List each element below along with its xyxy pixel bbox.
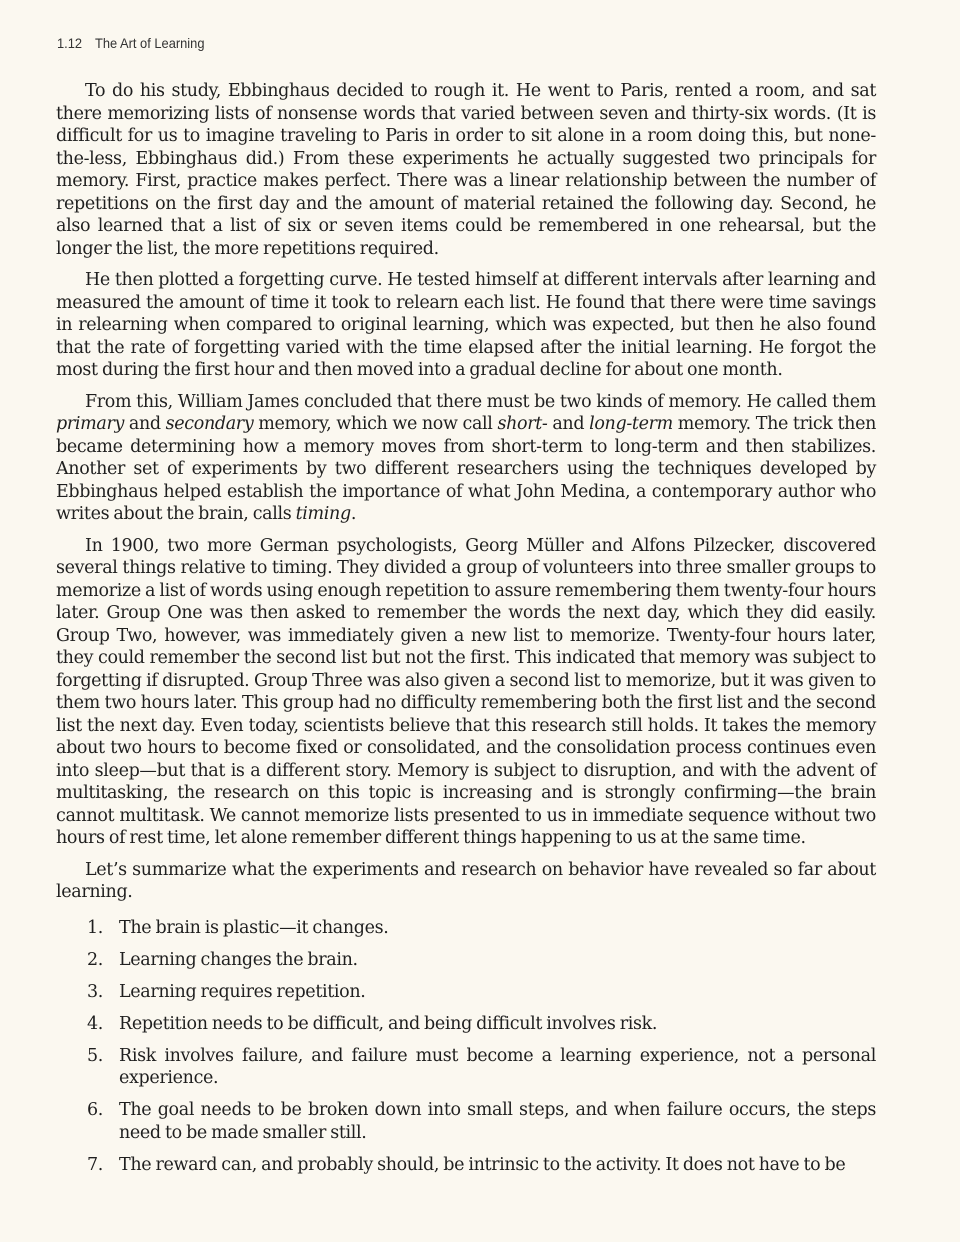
p3-text-e: memory, which we now call	[253, 414, 498, 434]
paragraph-4: In 1900, two more German psychologists, Georg Müller and Alfons Pilzecker, discovered several things relative to timing. They divided a group of volunteers into three smaller groups to memorize a list of words using enough repetition to assure remembering them twenty-four hours later. Group One was then asked to remember the words the next day, which they did easily. Group Two, however, was immediately given a new list to memorize. Twenty-four hours later, they could remember the second list but not the first. This indicated that memory was subject to forgetting if disrupted. Group Three was also given a second list to memorize, but it was given to them two hours later. This group had no difficulty remembering both the first list and the second list the next day. Even today, scientists believe that this research still holds. It takes the memory about two hours to become fixed or consolidated, and the consolidation process continues even into sleep—but that is a different story. Memory is subject to disruption, and with the advent of multitasking, the research on this topic is increasing and is strongly confirming—the brain cannot multitask. We cannot memorize lists presented to us in immediate sequence without two hours of rest time, let alone remember different things happening to us at the same time.	[56, 535, 876, 848]
list-item	[56, 917, 876, 940]
body-text	[56, 80, 876, 1186]
list-item-number: 4.	[87, 1013, 103, 1034]
term-primary: primary	[56, 414, 124, 434]
paragraph-3	[56, 391, 876, 526]
book-title: The Art of Learning	[94, 35, 205, 51]
list-item	[56, 981, 876, 1004]
page-number: 1.12	[57, 35, 83, 51]
p3-text-k: .	[350, 504, 357, 524]
list-item-text: Learning requires repetition.	[119, 981, 366, 1002]
p3-text-a: From this, William James concluded that there must be two kinds of memory. He called them	[85, 391, 876, 412]
list-item	[56, 949, 876, 972]
paragraph-5: Let’s summarize what the experiments and research on behavior have revealed so far about learning.	[56, 859, 876, 902]
term-secondary: secondary	[165, 414, 254, 434]
p3-text-i: memory. The trick then became determining how a memory moves from short-term to long-term and then stabilizes. Another set of experiments by two different researchers using the techniques developed by Ebbinghaus helped establish the importance of what John Medina, a contemporary author who writes about the brain, calls	[56, 414, 876, 524]
list-item	[56, 1154, 876, 1177]
list-item-number: 2.	[87, 949, 103, 970]
term-short: short-	[497, 414, 548, 434]
list-item-number: 5.	[87, 1045, 103, 1066]
list-item-number: 7.	[87, 1154, 103, 1175]
list-item	[56, 1045, 876, 1090]
list-item-text: Repetition needs to be difficult, and being difficult involves risk.	[119, 1013, 658, 1034]
running-head	[57, 35, 205, 51]
paragraph-1: To do his study, Ebbinghaus decided to rough it. He went to Paris, rented a room, and sat there memorizing lists of nonsense words that varied between seven and thirty-six words. (It is difficult for us to imagine traveling to Paris in order to sit alone in a room doing this, but none-the-less, Ebbinghaus did.) From these experiments he actually suggested two principals for memory. First, practice makes perfect. There was a linear relationship between the number of repetitions on the first day and the amount of material retained the following day. Second, he also learned that a list of six or seven items could be remembered in one rehearsal, but the longer the list, the more repetitions required.	[56, 81, 876, 259]
list-item-text: The goal needs to be broken down into small steps, and when failure occurs, the steps need to be made smaller still.	[119, 1100, 876, 1143]
p3-text-c: and	[124, 414, 166, 434]
summary-list	[56, 917, 876, 1177]
p3-text-g: and	[547, 414, 590, 434]
term-timing: timing	[295, 504, 351, 524]
list-item-text: The brain is plastic—it changes.	[119, 917, 389, 938]
term-long-term: long-term	[589, 414, 673, 434]
paragraph-2: He then plotted a forgetting curve. He tested himself at different intervals after learning and measured the amount of time it took to relearn each list. He found that there were time savings in relearning when compared to original learning, which was expected, but then he also found that the rate of forgetting varied with the time elapsed after the initial learning. He forgot the most during the first hour and then moved into a gradual decline for about one month.	[56, 270, 876, 380]
list-item-number: 6.	[87, 1100, 103, 1120]
list-item-text: Learning changes the brain.	[119, 949, 358, 970]
list-item-number: 3.	[87, 981, 103, 1002]
list-item	[56, 1099, 876, 1144]
list-item	[56, 1013, 876, 1036]
list-item-text: Risk involves failure, and failure must become a learning experience, not a personal experience.	[119, 1045, 876, 1088]
list-item-text: The reward can, and probably should, be intrinsic to the activity. It does not have to be	[119, 1154, 846, 1175]
list-item-number: 1.	[87, 917, 103, 938]
